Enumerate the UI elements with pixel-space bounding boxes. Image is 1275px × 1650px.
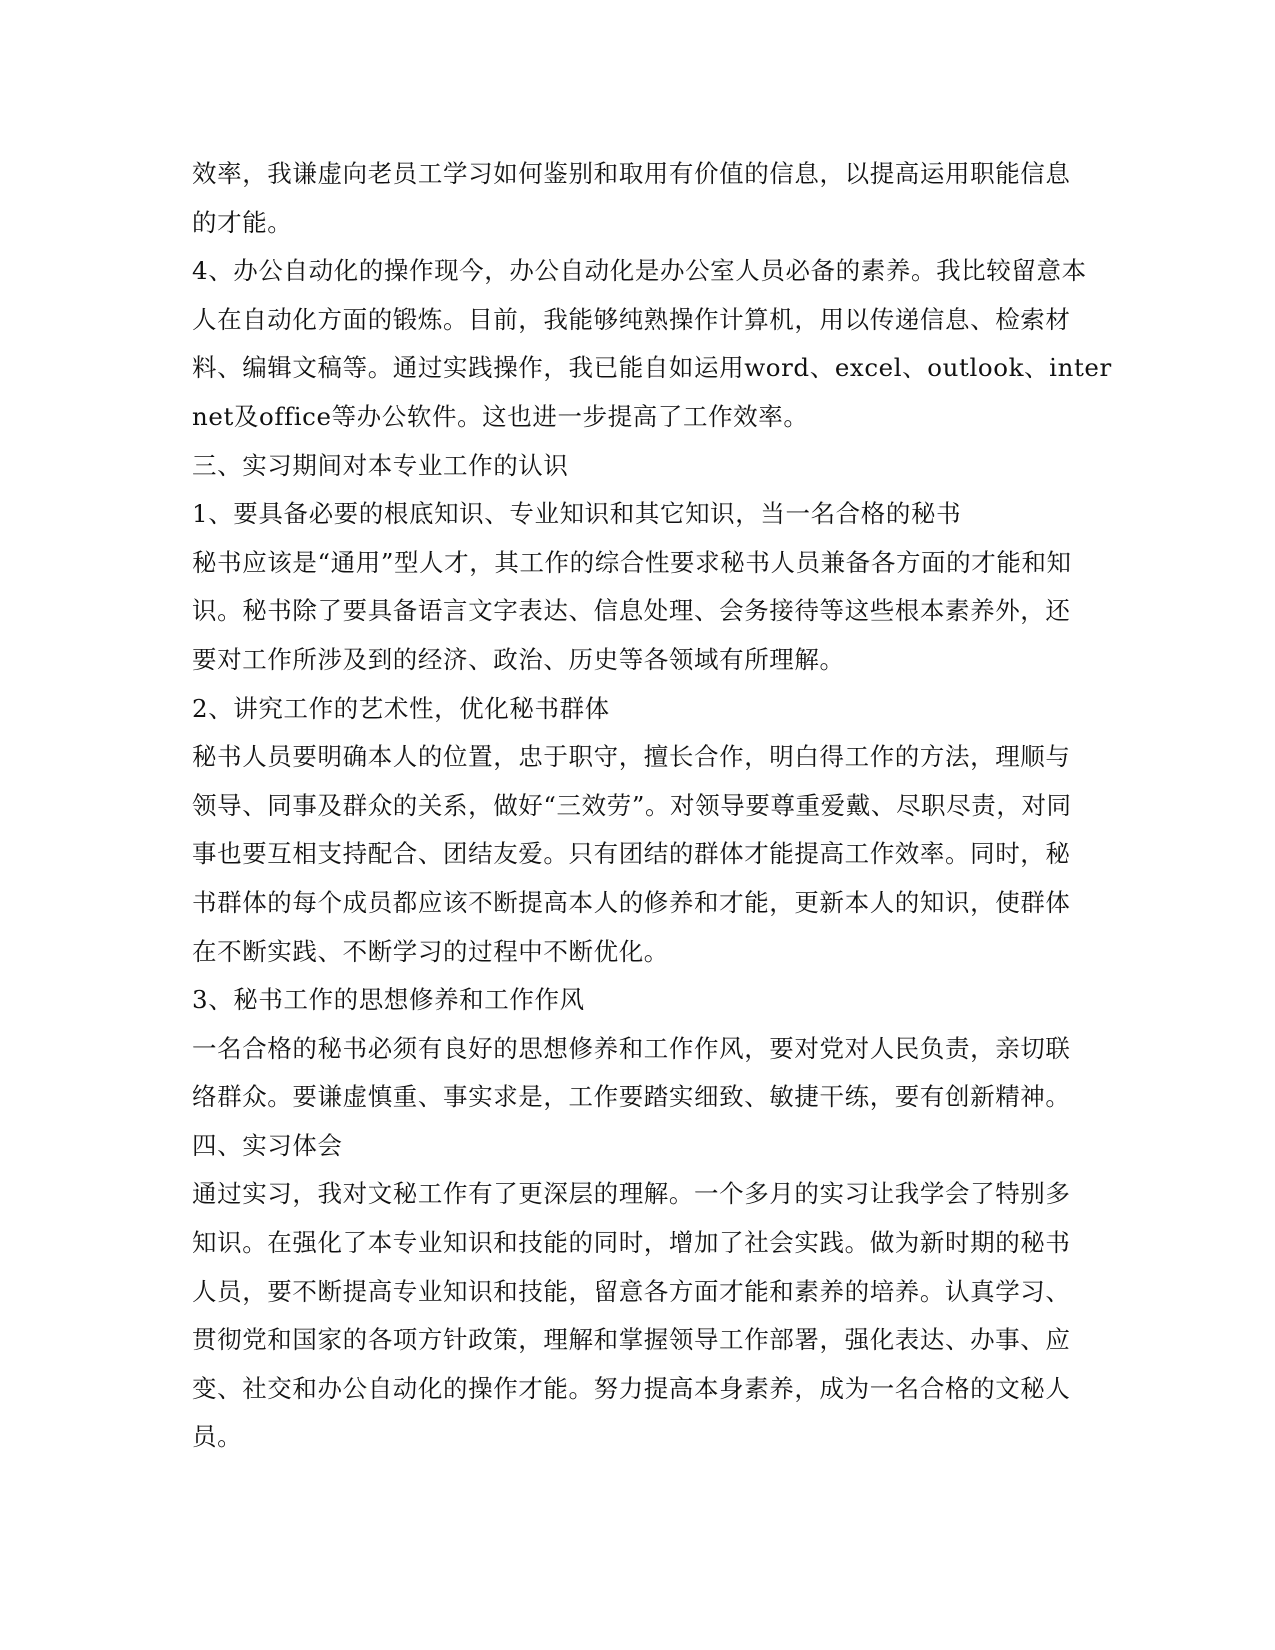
section-heading: 三、实习期间对本专业工作的认识: [192, 450, 569, 480]
text-line: 识。秘书除了要具备语言文字表达、信息处理、会务接待等这些根本素养外，还: [192, 596, 1071, 626]
text-line: 知识。在强化了本专业知识和技能的同时，增加了社会实践。做为新时期的秘书: [192, 1228, 1071, 1258]
body-text: [192, 150, 1112, 1462]
text-line: 效率，我谦虚向老员工学习如何鉴别和取用有价值的信息，以提高运用职能信息: [192, 159, 1071, 188]
text-line: 变、社交和办公自动化的操作才能。努力提高本身素养，成为一名合格的文秘人: [192, 1373, 1071, 1403]
text-line: 络群众。要谦虚慎重、事实求是，工作要踏实细致、敏捷干练，要有创新精神。: [192, 1082, 1071, 1112]
text-line: 的才能。: [192, 207, 293, 237]
text-line: 书群体的每个成员都应该不断提高本人的修养和才能，更新本人的知识，使群体: [192, 887, 1071, 917]
text-line: 秘书应该是“通用”型人才，其工作的综合性要求秘书人员兼备各方面的才能和知: [192, 547, 1072, 577]
text-line: 一名合格的秘书必须有良好的思想修养和工作作风，要对党对人民负责，亲切联: [192, 1033, 1071, 1063]
text-line: 贯彻党和国家的各项方针政策，理解和掌握领导工作部署，强化表达、办事、应: [192, 1325, 1071, 1355]
text-line: 事也要互相支持配合、团结友爱。只有团结的群体才能提高工作效率。同时，秘: [192, 839, 1071, 869]
text-line: 料、编辑文稿等。通过实践操作，我已能自如运用word、excel、outlook、inter: [192, 353, 1112, 383]
text-line: 人在自动化方面的锻炼。目前，我能够纯熟操作计算机，用以传递信息、检索材: [192, 304, 1071, 334]
text-line: 人员，要不断提高专业知识和技能，留意各方面才能和素养的培养。认真学习、: [192, 1276, 1071, 1306]
text-line: 通过实习，我对文秘工作有了更深层的理解。一个多月的实习让我学会了特别多: [192, 1179, 1071, 1209]
text-line: 要对工作所涉及到的经济、政治、历史等各领域有所理解。: [192, 644, 845, 674]
text-line: 秘书人员要明确本人的位置，忠于职守，擅长合作，明白得工作的方法，理顺与: [192, 742, 1071, 772]
text-line: 领导、同事及群众的关系，做好“三效劳”。对领导要尊重爱戴、尽职尽责，对同: [192, 790, 1072, 820]
section-heading: 四、实习体会: [192, 1130, 343, 1160]
text-line: 4、办公自动化的操作现今，办公自动化是办公室人员必备的素养。我比较留意本: [192, 256, 1087, 286]
subsection-heading: 1、要具备必要的根底知识、专业知识和其它知识，当一名合格的秘书: [192, 499, 962, 529]
subsection-heading: 2、讲究工作的艺术性，优化秘书群体: [192, 693, 610, 723]
text-line: 员。: [192, 1422, 243, 1452]
text-line: 在不断实践、不断学习的过程中不断优化。: [192, 936, 669, 966]
subsection-heading: 3、秘书工作的思想修养和工作作风: [192, 985, 585, 1015]
text-line: net及office等办公软件。这也进一步提高了工作效率。: [192, 401, 809, 431]
